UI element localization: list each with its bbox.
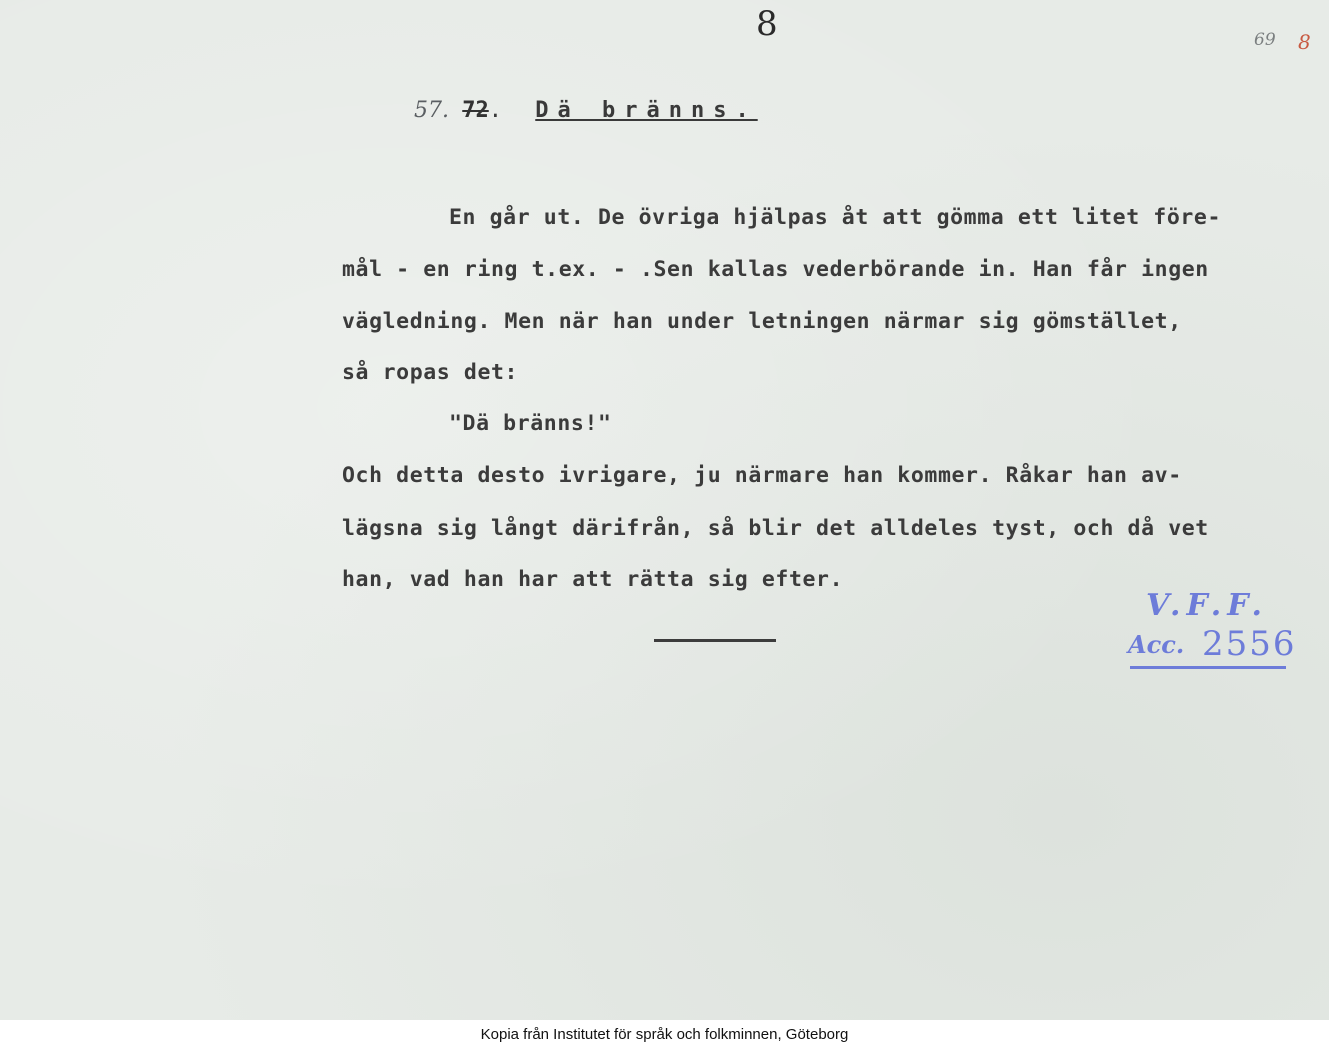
heading-dot: . <box>488 98 502 123</box>
body-line-3: vägledning. Men när han under letningen närmar sig gömstället, <box>342 309 1182 334</box>
section-heading <box>414 98 758 123</box>
body-line-4: så ropas det: <box>342 360 519 385</box>
handwritten-number: 57. <box>414 98 449 123</box>
archive-note-red: 8 <box>1298 30 1311 54</box>
body-line-6: Och detta desto ivrigare, ju närmare han kommer. Råkar han av- <box>342 463 1182 488</box>
page-number: 8 <box>756 4 778 44</box>
stamp-initials: V.F.F. <box>1146 588 1268 623</box>
heading-title: Dä bränns. <box>535 98 758 123</box>
copy-footer: Kopia från Institutet för språk och folkminnen, Göteborg <box>480 1026 849 1043</box>
body-line-7: lägsna sig långt därifrån, så blir det alldeles tyst, och då vet <box>342 516 1209 541</box>
stamp-label: Acc. <box>1128 630 1185 659</box>
body-line-8: han, vad han har att rätta sig efter. <box>342 567 844 592</box>
stamp-number: 2556 <box>1202 624 1297 664</box>
archive-note-pencil: 69 <box>1254 30 1276 50</box>
body-line-2: mål - en ring t.ex. - .Sen kallas vederbörande in. Han får ingen <box>342 257 1209 282</box>
archive-stamp <box>1124 588 1300 672</box>
body-line-1: En går ut. De övriga hjälpas åt att gömma ett litet före- <box>449 205 1222 230</box>
body-line-quote: "Dä bränns!" <box>449 411 612 436</box>
end-rule <box>654 639 776 642</box>
stamp-underline <box>1130 666 1286 669</box>
struck-number: 72 <box>462 98 489 123</box>
